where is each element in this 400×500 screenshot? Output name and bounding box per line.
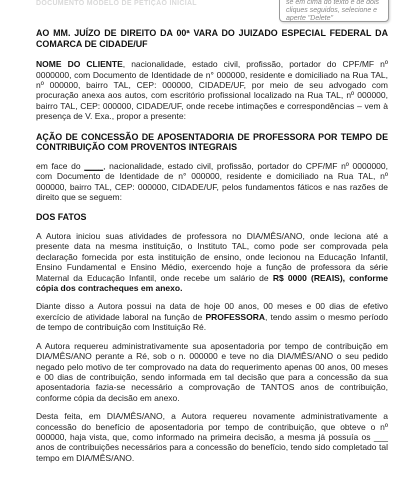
facts-heading: DOS FATOS (36, 212, 87, 223)
facts-paragraph-3: A Autora requereu administrativamente sua aposentadoria por tempo de contribuição em DIA/MÊS/ANO perante a Ré, sob o n. 000000 e teve no dia DIA/MÊS/ANO o seu pedido negado pelo motivo de ter comprovado na data do requerimento apenas 00 anos, 00 meses e 00 dias de contribuição, sendo informada em tal decisão que para a concessão da sua aposentadoria fazia-se necessário a comprovação de TANTOS anos de contribuição, conforme cópia da decisão em anexo. (36, 340, 388, 403)
document-content (36, 28, 388, 463)
role-highlight: PROFESSORA (205, 311, 265, 322)
client-name: NOME DO CLIENTE (36, 59, 123, 70)
salary-highlight: R$ 0000 (REAIS), conforme cópia dos contracheques em anexo. (36, 272, 388, 294)
facts-paragraph-4: Desta feita, em DIA/MÊS/ANO, a Autora requereu novamente administrativamente a concessão do benefício de aposentadoria por tempo de contribuição, que obteve o nº 000000, haja vista, que, como informado na primeira decisão, a mesma já possuía os ___ anos de contribuições necessários para a concessão do benefício, tendo sido completado tal tempo em DIA/MÊS/ANO. (36, 411, 388, 463)
facts-paragraph-1-text: A Autora iniciou suas atividades de professora no DIA/MÊS/ANO, onde leciona até a presente data na mesma instituição, o Instituto TAL, como pode ser comprovada pela declaração fornecida por esta instituição de ensino, onde lecionou na Educação Infantil, Ensino Fundamental e Ensino Médio, exercendo hoje a função de professora da série Maternal da Educação Infantil, onde recebe um salário de (36, 231, 388, 283)
facts-paragraph-1 (36, 231, 388, 293)
page-banner: DOCUMENTO MODELO DE PETIÇÃO INICIAL (36, 0, 197, 6)
editing-hint-tooltip: se em cima do texto e de dois cliques seguidos, selecione e aperte "Delete" (279, 0, 389, 22)
court-header: AO MM. JUÍZO DE DIREITO DA 00ª VARA DO JUIZADO ESPECIAL FEDERAL DA COMARCA DE CIDADE/UF (36, 28, 388, 49)
facts-paragraph-2-text: Diante disso a Autora possui na data de hoje 00 anos, 00 meses e 00 dias de efetivo exercício de atividade laboral na função de (36, 301, 388, 322)
client-qualification-text: , nacionalidade, estado civil, profissão, portador do CPF/MF nº 0000000, com Documento de Identidade de n° 000000, residente e domiciliado na Rua TAL, nº 000000, bairro TAL, CEP: 000000, CIDADE/UF, por meio de seu advogado com procuração anexa aos autos, com escritório profissional localizado na Rua TAL, nº 000000, bairro TAL, CEP: 000000, CIDADE/UF, onde recebe intimações e correspondências – vem à presença de V. Exa., propor a presente: (36, 59, 388, 122)
facts-paragraph-2-tail: , tendo assim o mesmo período de tempo de contribuição com Instituição Ré. (36, 311, 388, 333)
document-page (36, 0, 388, 500)
defendant-text: , nacionalidade, estado civil, profissão, portador do CPF/MF nº 0000000, com Documento de Identidade de n° 000000, residente e domiciliado na Rua TAL, nº 000000, bairro TAL, CEP: 000000, CIDADE/UF, pelos fundamentos fáticos e nas razões de direito que se seguem: (36, 160, 388, 203)
defendant-blank: ____ (84, 160, 104, 171)
client-qualification-paragraph (36, 59, 388, 121)
defendant-paragraph (36, 161, 388, 203)
action-title: AÇÃO DE CONCESSÃO DE APOSENTADORIA DE PROFESSORA POR TEMPO DE CONTRIBUIÇÃO COM PROVENTOS INTEGRAIS (36, 131, 388, 153)
defendant-pre: em face do (36, 160, 85, 171)
facts-paragraph-2 (36, 301, 388, 332)
